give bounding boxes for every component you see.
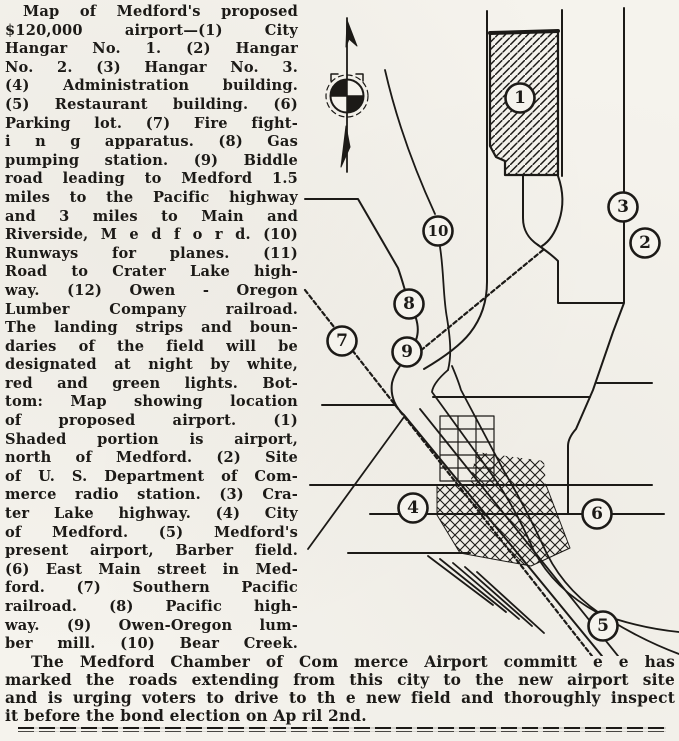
downtown-crosshatch-upper: [470, 452, 546, 485]
barber-field-strips: [428, 556, 544, 633]
map-marker-number-4: 4: [407, 498, 419, 518]
article-line: tom: Map showing location: [5, 393, 298, 411]
article-line: Shaded portion is airport,: [5, 430, 298, 448]
airport-map: [300, 0, 679, 656]
article-line: merce radio station. (3) Cra-: [5, 486, 298, 504]
article-line: ber mill. (10) Bear Creek.: [5, 635, 298, 653]
road-west-of-airport: [424, 11, 487, 369]
rule-line: [18, 731, 666, 732]
railroad-owen-oregon-spur: [408, 250, 543, 361]
map-canvas: [300, 0, 679, 656]
caption-line: marked the roads extending from this city to the new airport site: [5, 670, 675, 689]
bottom-rule: [18, 727, 666, 735]
article-line: red and green lights. Bot-: [5, 374, 298, 392]
article-line: Lumber Company railroad.: [5, 300, 298, 318]
article-line: (4) Administration building.: [5, 77, 298, 95]
road-funnel-right: [542, 176, 562, 246]
article-line: designated at night by white,: [5, 356, 298, 374]
rule-line: [18, 727, 666, 729]
map-marker-number-9: 9: [401, 342, 413, 362]
article-line: Map of Medford's proposed: [23, 3, 298, 20]
article-line: and 3 miles to Main and: [5, 207, 298, 225]
article-line: Hangar No. 1. (2) Hangar: [5, 40, 298, 58]
article-line: ter Lake highway. (4) City: [5, 505, 298, 523]
article-line: Riverside, M e d f o r d. (10): [5, 226, 298, 244]
map-marker-number-10: 10: [427, 222, 449, 240]
compass-north-arrow: [326, 18, 368, 172]
article-line: Road to Crater Lake high-: [5, 263, 298, 281]
map-marker-number-1: 1: [514, 88, 526, 108]
article-line: road leading to Medford 1.5: [5, 170, 298, 188]
article-line: $120,000 airport—(1) City: [5, 21, 298, 39]
article-line: north of Medford. (2) Site: [5, 449, 298, 467]
article-line: pumping station. (9) Biddle: [5, 151, 298, 169]
article-line: ford. (7) Southern Pacific: [5, 579, 298, 597]
map-marker-number-8: 8: [403, 294, 415, 314]
article-line: Parking lot. (7) Fire fight-: [5, 114, 298, 132]
caption-line: it before the bond election on Ap ril 2nd.: [5, 706, 367, 725]
map-marker-number-6: 6: [591, 504, 603, 524]
article-line: No. 2. (3) Hangar No. 3.: [5, 58, 298, 76]
article-line: of Medford. (5) Medford's: [5, 523, 298, 541]
radio-station-site-outline: [538, 245, 623, 303]
caption-block: [5, 654, 675, 726]
caption-line: The Medford Chamber of Com merce Airport committ e e has: [31, 653, 675, 671]
map-marker-number-3: 3: [617, 197, 629, 217]
article-line: i n g apparatus. (8) Gas: [5, 133, 298, 151]
article-line: miles to the Pacific highway: [5, 188, 298, 206]
article-column: [5, 3, 298, 654]
road-southwest-branch: [308, 417, 404, 549]
map-marker-number-7: 7: [336, 331, 348, 351]
article-line: The landing strips and boun-: [5, 319, 298, 337]
caption-line: and is urging voters to drive to th e new field and thoroughly inspect: [5, 688, 675, 707]
road-crater-lake-highway: [568, 8, 624, 514]
article-line: way. (9) Owen-Oregon lum-: [5, 616, 298, 634]
road-funnel-left: [523, 176, 538, 245]
article-line: (5) Restaurant building. (6): [5, 95, 298, 113]
article-line: (6) East Main street in Med-: [5, 560, 298, 578]
bear-creek-upper: [385, 70, 435, 214]
article-line: railroad. (8) Pacific high-: [5, 598, 298, 615]
bear-creek-mid: [440, 247, 450, 370]
article-line: present airport, Barber field.: [5, 542, 298, 560]
airport-top-edge: [490, 31, 558, 33]
map-marker-number-5: 5: [597, 616, 609, 636]
article-line: of U. S. Department of Com-: [5, 467, 298, 485]
article-line: of proposed airport. (1): [5, 412, 298, 430]
article-line: way. (12) Owen - Oregon: [5, 281, 298, 299]
article-line: daries of the field will be: [5, 337, 298, 355]
article-line: Runways for planes. (11): [5, 244, 298, 262]
map-marker-number-2: 2: [639, 233, 651, 253]
